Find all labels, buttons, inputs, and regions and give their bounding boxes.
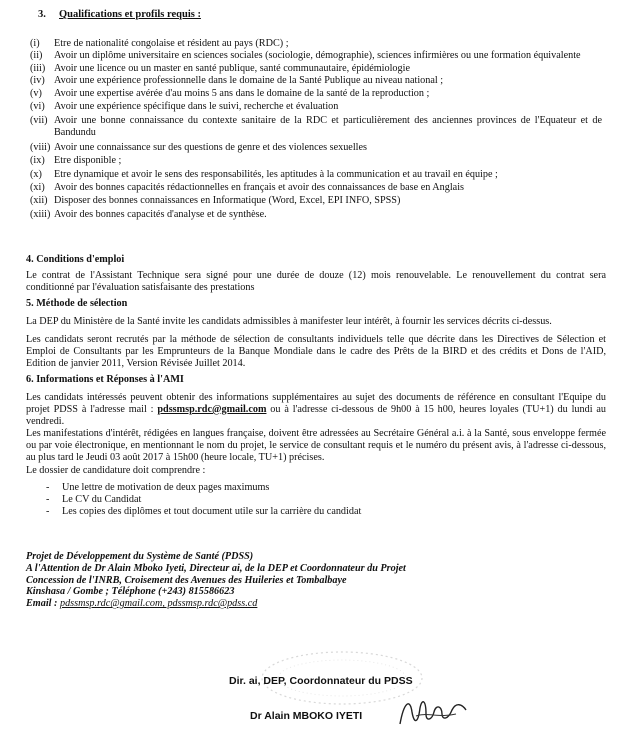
- item-number: (ii): [30, 50, 43, 61]
- item-text: Avoir une connaissance sur des questions de genre et des violences sexuelles: [54, 142, 367, 153]
- address-line: Projet de Développement du Système de Santé (PDSS): [26, 551, 254, 562]
- address-line: Kinshasa / Gombe ; Téléphone (+243) 815586623: [26, 586, 235, 598]
- item-number: (v): [30, 88, 42, 99]
- contact-email-link[interactable]: pdssmsp.rdc@gmail.com: [157, 403, 267, 415]
- item-text: Etre dynamique et avoir le sens des responsabilités, les aptitudes à la communication et au travail en équipe ;: [54, 169, 498, 180]
- item-text: Avoir des bonnes capacités d'analyse et de synthèse.: [54, 209, 267, 220]
- item-text: Etre disponible ;: [54, 155, 122, 166]
- section-6-heading: 6. Informations et Réponses à l'AMI: [26, 374, 184, 385]
- item-number: (iii): [30, 63, 46, 74]
- item-number: (xi): [30, 182, 45, 193]
- item-text: Avoir des bonnes capacités rédactionnelles en français et avoir des connaissances de base en Anglais: [54, 182, 464, 193]
- section-6-paragraph-2: Les manifestations d'intérêt, rédigées en langues française, doivent être adressées au Secrétaire Général a.i. à la Santé, sous enveloppe fermée ou par voie électronique, en mentionnant le nom du projet, le service de consultant requis et le numéro du présent avis, à l'adresse ci-dessous, au plus tard le Jeudi 03 août 2017 à 15h00 (heure locale, TU+1) précises.: [26, 428, 606, 463]
- bullet-dash: -: [46, 482, 50, 493]
- section-6-paragraph-3: Le dossier de candidature doit comprendre :: [26, 465, 206, 476]
- bullet-dash: -: [46, 494, 50, 505]
- item-number: (xii): [30, 195, 48, 206]
- email-links[interactable]: pdssmsp.rdc@gmail.com, pdssmsp.rdc@pdss.cd: [59, 598, 258, 610]
- email-label: Email :: [26, 598, 60, 610]
- section-5-paragraph-1: La DEP du Ministère de la Santé invite les candidats admissibles à manifester leur intérêt, à fournir les services décrits ci-dessus.: [26, 316, 552, 327]
- item-text: Avoir une licence ou un master en santé publique, santé communautaire, épidémiologie: [54, 63, 410, 74]
- item-number: (x): [30, 169, 42, 180]
- address-block: [26, 551, 446, 610]
- bullet-text: Les copies des diplômes et tout document utile sur la carrière du candidat: [62, 506, 362, 517]
- item-number: (ix): [30, 155, 45, 166]
- bullet-text: Le CV du Candidat: [62, 494, 142, 505]
- item-text: Etre de nationalité congolaise et résident au pays (RDC) ;: [54, 38, 289, 49]
- item-number: (iv): [30, 75, 45, 86]
- section-3-heading: [38, 9, 201, 21]
- bullet-text: Une lettre de motivation de deux pages maximums: [62, 482, 270, 493]
- signatory-name: Dr Alain MBOKO IYETI: [250, 710, 363, 722]
- item-text: Avoir une expertise avérée d'au moins 5 ans dans le domaine de la santé de la reproduction ;: [54, 88, 430, 99]
- item-text: Avoir une expérience spécifique dans le suivi, recherche et évaluation: [54, 101, 339, 112]
- address-line: Concession de l'INRB, Croisement des Avenues des Huileries et Tombalbaye: [26, 574, 347, 586]
- signatory-title: Dir. ai, DEP, Coordonnateur du PDSS: [229, 675, 413, 687]
- section-3-title: Qualifications et profils requis :: [59, 9, 201, 20]
- paragraph-text: ou à l'adresse ci-dessous de 9h00 à 15 h00, heures loyales (TU+1) du lundi au vendredi.: [26, 403, 606, 427]
- paragraph-text: Les candidats intéressés peuvent obtenir des informations supplémentaires au sujet des documents de référence en consultant l'Equipe du projet PDSS à l'adresse mail :: [26, 392, 606, 415]
- item-number: (viii): [30, 142, 51, 153]
- item-number: (vi): [30, 101, 45, 112]
- item-text: Disposer des bonnes connaissances en Informatique (Word, Excel, EPI INFO, SPSS): [54, 195, 401, 206]
- address-email-line: [26, 598, 446, 610]
- section-5-heading: 5. Méthode de sélection: [26, 298, 128, 309]
- section-4-paragraph: Le contrat de l'Assistant Technique sera signé pour une durée de douze (12) mois renouvelable. Le renouvellement du contrat sera conditionné par l'évaluation satisfaisante des prestations: [26, 270, 606, 293]
- item-number: (vii): [30, 115, 48, 126]
- section-5-paragraph-2: Les candidats seront recrutés par la méthode de sélection de consultants individuels telle que décrite dans les Directives de Sélection et Emploi de Consultants par les Emprunteurs de la Banque Mondiale dans le cadre des Prêts de la BIRD et des crédits et Dons de l'AID, Edition de janvier 2011, Version Révisée Juillet 2014.: [26, 334, 606, 369]
- bullet-dash: -: [46, 506, 50, 517]
- item-number: (xiii): [30, 209, 51, 220]
- section-6-paragraph-1: [26, 392, 606, 427]
- handwritten-signature: [396, 694, 470, 730]
- item-text: Avoir un diplôme universitaire en sciences sociales (sociologie, démographie), sciences infirmières ou une formation équivalente: [54, 50, 581, 61]
- address-line: A l'Attention de Dr Alain Mboko Iyeti, Directeur ai, de la DEP et Coordonnateur du Projet: [26, 562, 406, 574]
- section-3-number: 3.: [38, 9, 46, 20]
- item-text: Avoir une bonne connaissance du contexte sanitaire de la RDC et particulièrement des anciennes provinces de l'Equateur et de Bandundu: [54, 115, 602, 138]
- item-number: (i): [30, 38, 40, 49]
- section-4-heading: 4. Conditions d'emploi: [26, 254, 125, 265]
- item-text: Avoir une expérience professionnelle dans le domaine de la Santé Publique au niveau national ;: [54, 75, 444, 86]
